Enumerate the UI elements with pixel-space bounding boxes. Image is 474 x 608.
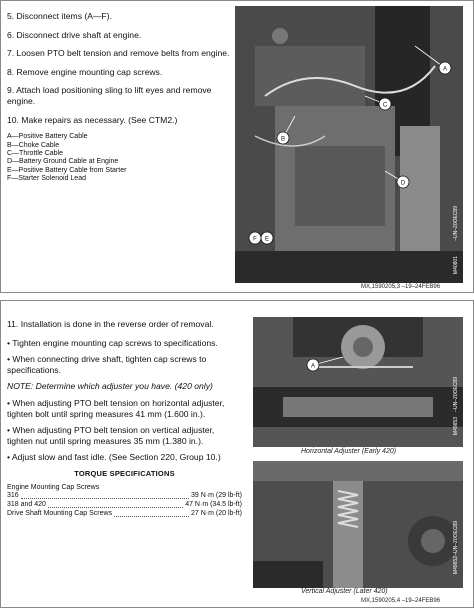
step-7: 7. Loosen PTO belt tension and remove belts from engine. bbox=[7, 48, 230, 59]
adjuster-note: NOTE: Determine which adjuster you have. (420 only) bbox=[7, 381, 213, 392]
bullet-vertical-adjuster: • When adjusting PTO belt tension on vertical adjuster, tighten nut until spring measures 35 mm (1.380 in.). bbox=[7, 425, 215, 446]
bullet-mounting-screws: • Tighten engine mounting cap screws to specifications. bbox=[7, 337, 218, 348]
torque-section-header: Engine Mounting Cap Screws bbox=[7, 483, 100, 491]
vertical-adjuster-drawing bbox=[253, 461, 463, 588]
photo-figure-number: M40801 bbox=[453, 256, 459, 275]
torque-row bbox=[7, 501, 242, 510]
horizontal-adjuster-caption: Horizontal Adjuster (Early 420) bbox=[301, 448, 397, 455]
bottom-instruction-panel bbox=[0, 300, 474, 608]
legend-item-e: E—Positive Battery Cable from Starter bbox=[7, 166, 127, 174]
step-11: 11. Installation is done in the reverse order of removal. bbox=[7, 319, 214, 329]
step-5: 5. Disconnect items (A—F). bbox=[7, 11, 113, 21]
legend-item-d: D—Battery Ground Cable at Engine bbox=[7, 158, 119, 166]
top-footer-code: MX,1590205,3 –19–24FEB96 bbox=[361, 284, 441, 290]
top-instruction-panel bbox=[0, 0, 474, 293]
callout-label-b: B bbox=[280, 136, 286, 143]
photo-figure-number: M49652 bbox=[453, 556, 459, 575]
callout-label-c: C bbox=[382, 102, 388, 109]
legend-item-c: C—Throttle Cable bbox=[7, 149, 64, 157]
legend-item-f: F—Starter Solenoid Lead bbox=[7, 175, 86, 183]
photo-reference-code: –UN–20OEC89 bbox=[453, 206, 459, 241]
bottom-footer-code: MX,1590205,4 –19–24FEB96 bbox=[361, 598, 441, 604]
torque-row bbox=[7, 492, 242, 501]
callout-label-a: A bbox=[310, 363, 316, 370]
torque-specifications-title: TORQUE SPECIFICATIONS bbox=[74, 468, 175, 478]
torque-row-value: 27 N·m (20 lb-ft) bbox=[191, 509, 242, 517]
torque-row-label: 316 bbox=[7, 492, 19, 500]
legend-item-a: A—Positive Battery Cable bbox=[7, 133, 88, 141]
torque-row bbox=[7, 510, 242, 519]
horizontal-adjuster-drawing bbox=[253, 317, 463, 447]
bottom-steps bbox=[7, 319, 242, 519]
bullet-drive-shaft: • When connecting drive shaft, tighten cap screws to specifications. bbox=[7, 354, 207, 375]
step-6: 6. Disconnect drive shaft at engine. bbox=[7, 29, 142, 40]
engine-photo-drawing bbox=[235, 6, 463, 283]
torque-row-value: 39 N·m (29 lb-ft) bbox=[191, 492, 242, 500]
step-8: 8. Remove engine mounting cap screws. bbox=[7, 66, 163, 77]
callout-label-a: A bbox=[442, 66, 448, 73]
legend-item-b: B—Choke Cable bbox=[7, 141, 60, 149]
torque-row-value: 47 N·m (34.5 lb-ft) bbox=[185, 501, 242, 509]
horizontal-adjuster-photo bbox=[253, 317, 463, 447]
photo-reference-code: –UN–20OEC89 bbox=[453, 521, 459, 556]
step-10: 10. Make repairs as necessary. (See CTM2.) bbox=[7, 114, 178, 125]
torque-row-label: 318 and 420 bbox=[7, 501, 46, 509]
bullet-horizontal-adjuster: • When adjusting PTO belt tension on horizontal adjuster, tighten bolt until spring measures 41 mm (1.600 in.). bbox=[7, 397, 225, 419]
photo-reference-code: –UN–20OEC89 bbox=[453, 377, 459, 412]
top-steps bbox=[7, 11, 232, 184]
callout-label-d: D bbox=[400, 180, 406, 187]
photo-figure-number: M49653 bbox=[453, 417, 459, 436]
step-9: 9. Attach load positioning sling to lift eyes and remove engine. bbox=[7, 85, 212, 106]
vertical-adjuster-photo bbox=[253, 461, 463, 588]
engine-photo bbox=[235, 6, 463, 283]
bullet-idle-adjust: • Adjust slow and fast idle. (See Section 220, Group 10.) bbox=[7, 452, 221, 463]
vertical-adjuster-caption: Vertical Adjuster (Later 420) bbox=[301, 588, 388, 595]
torque-row-label: Drive Shaft Mounting Cap Screws bbox=[7, 509, 113, 517]
callout-legend bbox=[7, 133, 232, 183]
callout-label-f: F bbox=[253, 236, 257, 243]
callout-label-e: E bbox=[264, 236, 270, 243]
